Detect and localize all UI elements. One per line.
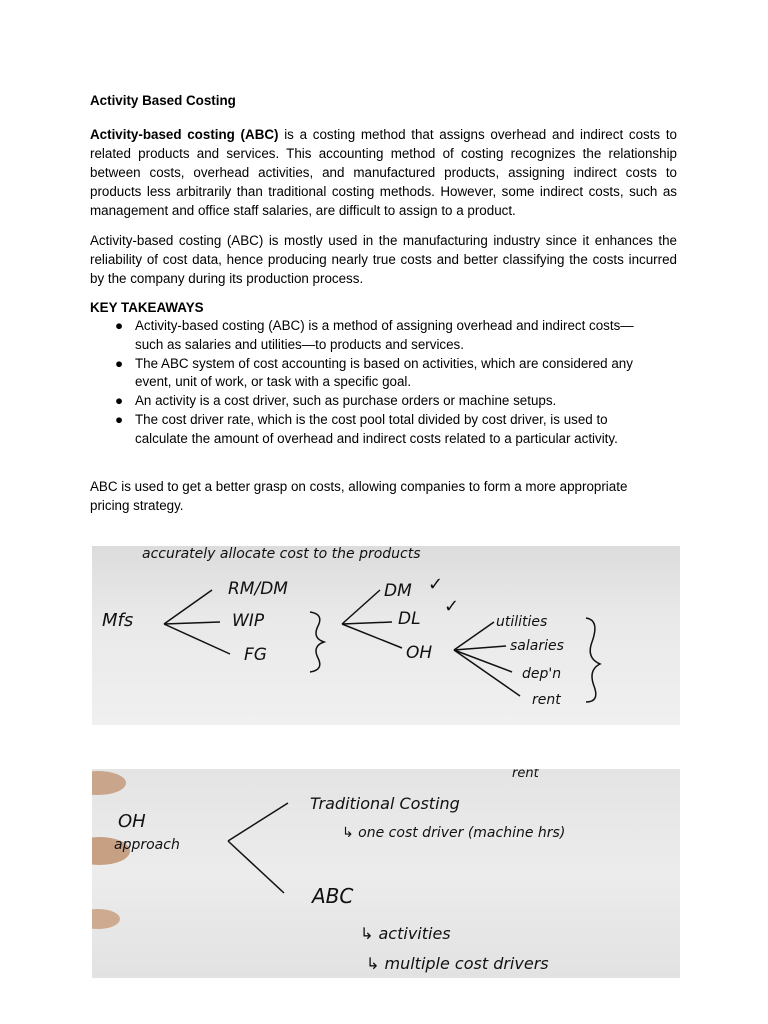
document-title: Activity Based Costing xyxy=(90,93,236,108)
branch-line xyxy=(454,622,494,650)
branch-line xyxy=(342,590,380,624)
abc-term: Activity-based costing (ABC) xyxy=(90,127,279,142)
bullet-icon: ● xyxy=(115,411,124,427)
top-note: accurately allocate cost to the products xyxy=(142,546,421,562)
branch-line xyxy=(164,624,230,654)
branch-line xyxy=(342,624,402,648)
branch-line xyxy=(228,841,284,893)
check-icon: ✓ xyxy=(428,574,444,595)
document-body xyxy=(90,92,677,526)
list-item xyxy=(90,317,650,355)
brace-icon xyxy=(310,612,324,672)
finger-shape xyxy=(92,771,126,795)
intro-paragraph xyxy=(90,125,677,220)
method-detail: ↳ multiple cost drivers xyxy=(366,954,549,973)
branch-line xyxy=(454,650,512,672)
overhead-item-label: dep'n xyxy=(522,666,562,682)
root-label: OH xyxy=(118,811,146,832)
handwritten-diagram-1 xyxy=(92,546,680,725)
corner-note: rent xyxy=(512,769,539,781)
method-detail: ↳ activities xyxy=(360,924,451,943)
cost-item-label: DM xyxy=(384,581,412,601)
branch-line xyxy=(164,622,220,624)
branch-label: RM/DM xyxy=(228,579,288,599)
finger-shape xyxy=(92,909,120,929)
list-item-text: The ABC system of cost accounting is based on activities, which are considered any event, unit of work, or task with a specific goal. xyxy=(135,355,633,390)
list-item xyxy=(90,355,650,393)
overhead-item-label: salaries xyxy=(510,638,564,654)
list-item-text: The cost driver rate, which is the cost pool total divided by cost driver, is used to calculate the amount of overhead and indirect costs related to a particular activity. xyxy=(135,411,618,446)
key-takeaways-heading: KEY TAKEAWAYS xyxy=(90,300,204,315)
method-label: ABC xyxy=(312,884,354,908)
overhead-item-label: rent xyxy=(532,692,561,708)
branch-label: WIP xyxy=(232,611,265,631)
branch-line xyxy=(164,590,212,624)
list-item-text: An activity is a cost driver, such as purchase orders or machine setups. xyxy=(135,393,557,409)
list-item-text: Activity-based costing (ABC) is a method of assigning overhead and indirect costs—such as salaries and utilities—to products and services. xyxy=(135,318,634,352)
cost-item-label: DL xyxy=(398,609,421,629)
handwritten-diagram-photo-1 xyxy=(92,546,680,725)
brace-icon xyxy=(586,618,600,702)
handwritten-diagram-2 xyxy=(92,769,680,978)
root-sub-label: approach xyxy=(114,837,180,853)
branch-line xyxy=(228,803,288,841)
bullet-icon: ● xyxy=(115,393,124,409)
key-takeaways-list xyxy=(90,317,677,449)
branch-line xyxy=(454,650,520,696)
branch-label: FG xyxy=(244,645,267,665)
method-label: Traditional Costing xyxy=(310,794,460,813)
list-item xyxy=(90,392,650,411)
closing-paragraph: ABC is used to get a better grasp on costs, allowing companies to form a more appropriate pricing strategy. xyxy=(90,478,628,513)
branch-line xyxy=(342,622,392,624)
handwritten-diagram-photo-2 xyxy=(92,769,680,978)
overhead-item-label: utilities xyxy=(496,614,548,630)
bullet-icon: ● xyxy=(115,318,124,333)
bullet-icon: ● xyxy=(115,355,124,371)
root-label: Mfs xyxy=(102,610,134,631)
branch-line xyxy=(454,646,506,650)
check-icon: ✓ xyxy=(444,596,460,617)
cost-item-label: OH xyxy=(406,643,433,663)
method-detail: ↳ one cost driver (machine hrs) xyxy=(342,825,566,841)
list-item xyxy=(90,411,650,449)
usage-paragraph: Activity-based costing (ABC) is mostly used in the manufacturing industry since it enhances the reliability of cost data, hence producing nearly true costs and better classifying the costs incurred by the company during its production process. xyxy=(90,233,677,286)
intro-paragraph-text: is a costing method that assigns overhead and indirect costs to related products and services. This accounting method of costing recognizes the relationship between costs, overhead activities, and manufactured products, assigning indirect costs to products less arbitrarily than traditional costing methods. However, some indirect costs, such as management and office staff salaries, are difficult to assign to a product. xyxy=(90,127,678,218)
